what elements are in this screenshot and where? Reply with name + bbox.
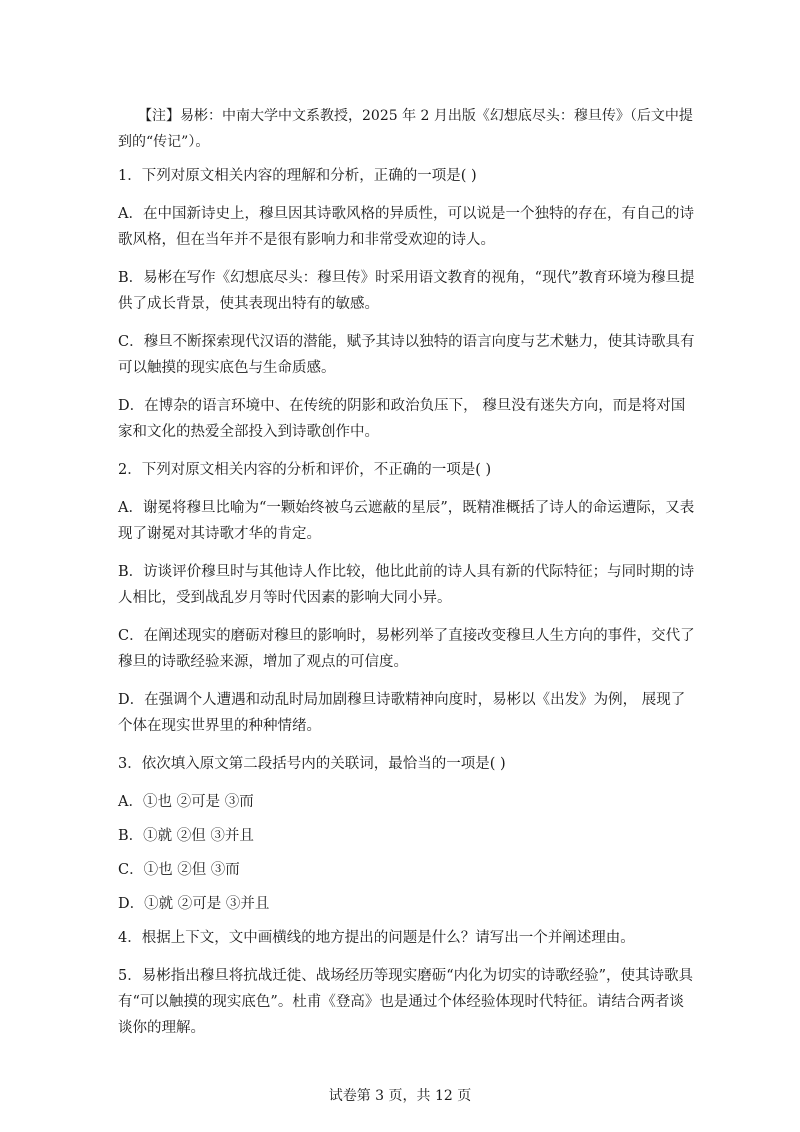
question-3-stem: 3．依次填入原文第二段括号内的关联词，最恰当的一项是( )	[118, 756, 506, 772]
question-4-stem: 4．根据上下文，文中画横线的地方提出的问题是什么？请写出一个并阐述理由。	[118, 930, 635, 946]
question-2-stem: 2．下列对原文相关内容的分析和评价，不正确的一项是( )	[118, 462, 492, 478]
page-footer: 试卷第 3 页，共 12 页	[328, 1088, 472, 1104]
question-1-stem: 1．下列对原文相关内容的理解和分析，正确的一项是( )	[118, 168, 477, 184]
question-2-option-d: D．在强调个人遭遇和动乱时局加剧穆旦诗歌精神向度时，易彬以《出发》为例， 展现了个体在现实世界里的种种情绪。	[118, 692, 686, 734]
question-1-option-a: A．在中国新诗史上，穆旦因其诗歌风格的异质性，可以说是一个独特的存在，有自己的诗歌风格，但在当年并不是很有影响力和非常受欢迎的诗人。	[118, 206, 694, 248]
question-1-option-d: D．在博杂的语言环境中、在传统的阴影和政治负压下， 穆旦没有迷失方向，而是将对国家和文化的热爱全部投入到诗歌创作中。	[118, 398, 686, 440]
question-5-stem: 5．易彬指出穆旦将抗战迁徙、战场经历等现实磨砺“内化为切实的诗歌经验”，使其诗歌具有“可以触摸的现实底色”。杜甫《登高》也是通过个体经验体现时代特征。请结合两者谈谈你的理解。	[118, 968, 694, 1036]
question-3-option-b: B．①就 ②但 ③并且	[118, 828, 254, 844]
question-3-option-d: D．①就 ②可是 ③并且	[118, 896, 270, 912]
question-1-option-b: B．易彬在写作《幻想底尽头：穆旦传》时采用语文教育的视角，“现代”教育环境为穆旦提供了成长背景，使其表现出特有的敏感。	[118, 270, 695, 312]
question-2-option-a: A．谢冕将穆旦比喻为“一颗始终被乌云遮蔽的星辰”，既精准概括了诗人的命运遭际，又表现了谢冕对其诗歌才华的肯定。	[118, 500, 695, 542]
exam-page	[118, 103, 698, 1053]
question-1-option-c: C．穆旦不断探索现代汉语的潜能，赋予其诗以独特的语言向度与艺术魅力，使其诗歌具有可以触摸的现实底色与生命质感。	[118, 334, 695, 376]
question-3-option-a: A．①也 ②可是 ③而	[118, 794, 254, 810]
question-2-option-b: B．访谈评价穆旦时与其他诗人作比较，他比此前的诗人具有新的代际特征；与同时期的诗人相比，受到战乱岁月等时代因素的影响大同小异。	[118, 564, 695, 606]
question-3-option-c: C．①也 ②但 ③而	[118, 862, 240, 878]
annotation-note: 【注】易彬：中南大学中文系教授，2025 年 2 月出版《幻想底尽头：穆旦传》（后文中提到的“传记”）。	[118, 108, 693, 150]
question-2-option-c: C．在阐述现实的磨砺对穆旦的影响时，易彬列举了直接改变穆旦人生方向的事件，交代了穆旦的诗歌经验来源，增加了观点的可信度。	[118, 628, 695, 670]
